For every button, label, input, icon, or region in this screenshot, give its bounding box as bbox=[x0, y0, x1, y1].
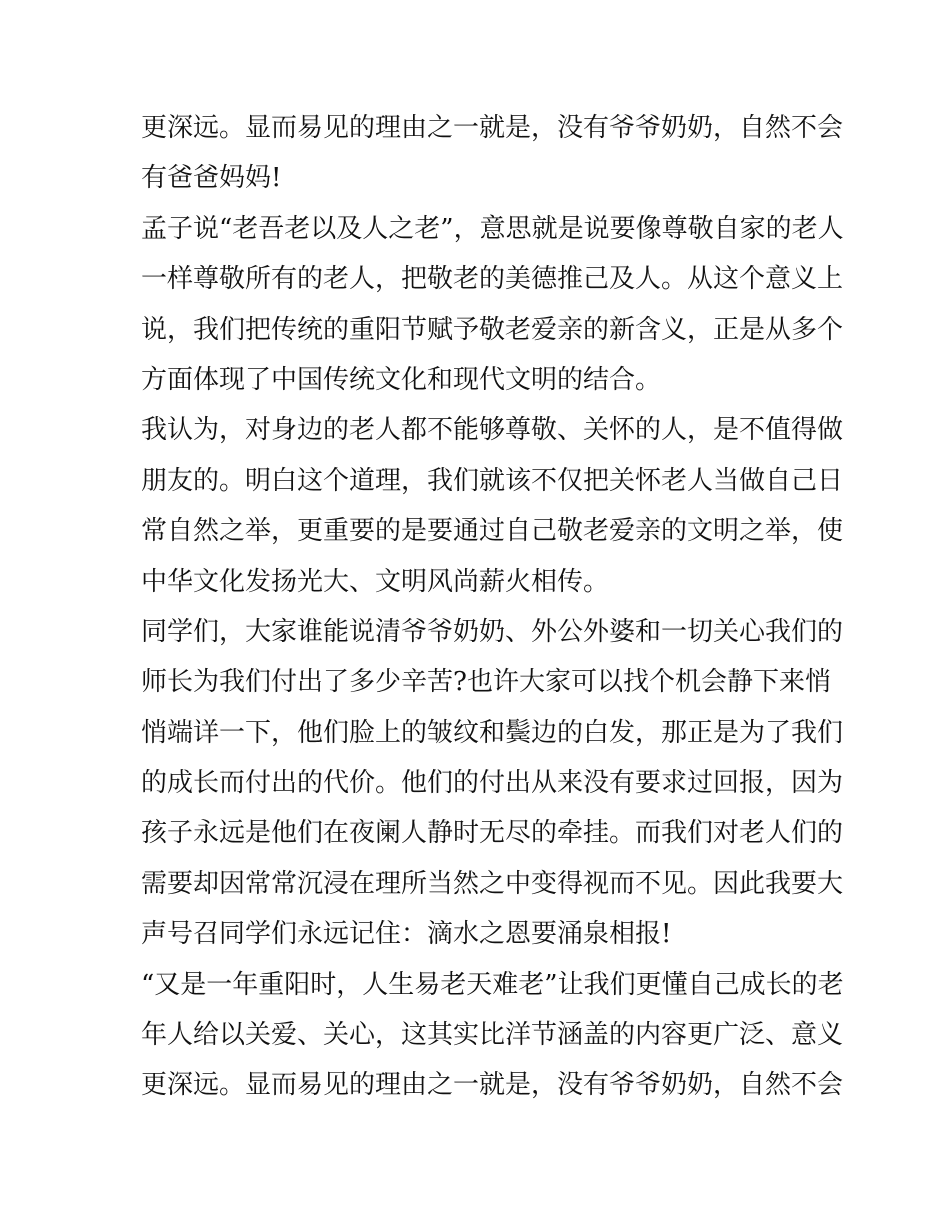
text-line: 年人给以关爱、关心，这其实比洋节涵盖的内容更广泛、意义 bbox=[141, 1020, 844, 1051]
text-line: 常自然之举，更重要的是要通过自己敬老爱亲的文明之举，使 bbox=[141, 516, 844, 547]
text-line: 师长为我们付出了多少辛苦?也许大家可以找个机会静下来悄 bbox=[141, 667, 831, 698]
text-line: 说，我们把传统的重阳节赋予敬老爱亲的新含义，正是从多个 bbox=[141, 314, 844, 345]
text-line: 孩子永远是他们在夜阑人静时无尽的牵挂。而我们对老人们的 bbox=[141, 818, 844, 849]
text-line: 朋友的。明白这个道理，我们就该不仅把关怀老人当做自己日 bbox=[141, 465, 844, 496]
text-line: “又是一年重阳时，人生易老天难老”让我们更懂自己成长的老 bbox=[141, 969, 844, 1000]
text-line: 中华文化发扬光大、文明风尚薪火相传。 bbox=[141, 566, 610, 597]
text-line: 有爸爸妈妈! bbox=[141, 163, 282, 194]
body-text bbox=[141, 103, 844, 1111]
text-line: 悄端详一下，他们脸上的皱纹和鬓边的白发，那正是为了我们 bbox=[141, 717, 844, 748]
text-line: 更深远。显而易见的理由之一就是，没有爷爷奶奶，自然不会 bbox=[141, 1070, 844, 1101]
text-line: 声号召同学们永远记住：滴水之恩要涌泉相报! bbox=[141, 919, 672, 950]
text-line: 需要却因常常沉浸在理所当然之中变得视而不见。因此我要大 bbox=[141, 868, 844, 899]
text-line: 我认为，对身边的老人都不能够尊敬、关怀的人，是不值得做 bbox=[141, 415, 844, 446]
text-line: 的成长而付出的代价。他们的付出从来没有要求过回报，因为 bbox=[141, 768, 844, 799]
text-line: 孟子说“老吾老以及人之老”，意思就是说要像尊敬自家的老人 bbox=[141, 213, 844, 244]
text-line: 方面体现了中国传统文化和现代文明的结合。 bbox=[141, 364, 662, 395]
text-line: 更深远。显而易见的理由之一就是，没有爷爷奶奶，自然不会 bbox=[141, 113, 844, 143]
text-line: 同学们，大家谁能说清爷爷奶奶、外公外婆和一切关心我们的 bbox=[141, 616, 844, 647]
text-line: 一样尊敬所有的老人，把敬老的美德推己及人。从这个意义上 bbox=[141, 264, 844, 295]
